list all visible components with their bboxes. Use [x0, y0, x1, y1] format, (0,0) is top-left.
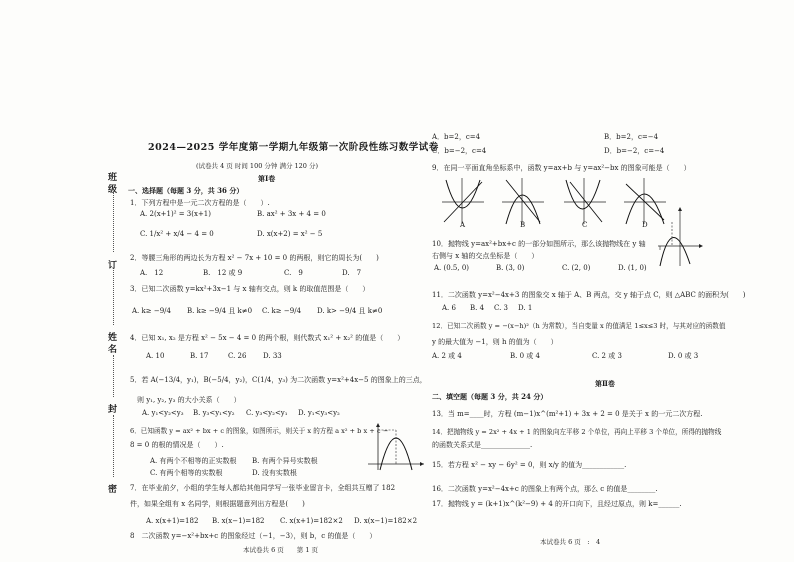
q11-option: B. 4: [470, 304, 485, 312]
q6-option: B. 有两个异号实数根: [252, 457, 318, 465]
section-heading: 二、填空题（每题 3 分，共 24 分）: [432, 392, 548, 401]
q9-label: C: [582, 221, 588, 229]
q9-graph-c: [564, 178, 606, 224]
question-10-cont: 右侧与 x 轴的交点坐标是（ ）: [432, 252, 539, 260]
q4-option: C. 26: [228, 352, 247, 360]
question-16: 16．二次函数 y=x²−4x+c 的图象上有两个点，那么 c 的值是________.: [432, 485, 658, 493]
q5-option: C. y₃<y₂<y₁: [246, 409, 288, 417]
q4-option: D. 33: [263, 352, 282, 360]
q1-option-c: C. 1/x² + x/4 − 4 = 0: [140, 230, 214, 238]
q3-option: D. k> −9/4 且 k≠0: [317, 307, 383, 315]
q8-option: C．b=−2，c=4: [432, 147, 487, 155]
q5-option: B. y₃<y₁<y₂: [193, 409, 235, 417]
binding-char: 名: [108, 345, 118, 355]
q6-parabola-graph: [366, 420, 428, 472]
question-17: 17．抛物线 y = (k+1)x^(k²−9) + 4 的开口向下，且经过原点，则 k=______.: [432, 500, 682, 508]
q10-parabola-graph: [656, 206, 706, 268]
q2-option: B. 12 或 9: [203, 269, 243, 277]
question-6-cont: 8 = 0 的根的情况是（ ）.: [130, 441, 224, 449]
question-5: 5．若 A(−13/4，y₁)，B(−5/4，y₂)，C(1/4，y₃) 为二次函数 y=x²+4x−5 的图象上的三点，: [130, 376, 427, 384]
question-14-cont: 的函数关系式是______________.: [432, 441, 533, 449]
question-6: 6．已知函数 y = ax² + bx + c 的图象，如图所示，则关于 x 的方程 a x² + b x + c −: [130, 427, 389, 435]
q3-option: B. k≥ −9/4 且 k≠0: [187, 307, 253, 315]
q2-option: A. 12: [140, 269, 164, 277]
question-12-cont: y 的最大值为 −1，则 h 的值为（ ）: [432, 338, 558, 346]
q7-option: A. x(x+1)=182: [146, 517, 199, 525]
binding-dotted-line: [113, 415, 116, 477]
q8-option: B．b=2，c=−4: [604, 133, 659, 141]
q1-option-d: D. x(x+2) = x² − 5: [257, 230, 323, 238]
page-subtitle: (试卷共 4 页 时间 100 分钟 满分 120 分): [196, 162, 319, 170]
q6-option: C. 有两个相等的实数根: [150, 469, 223, 477]
part-one-heading: 第Ⅰ卷: [258, 174, 276, 183]
q3-option: A. k≥ −9/4: [132, 307, 171, 315]
q3-option: C. k≥ −9/4: [262, 307, 302, 315]
q10-option: A. (0.5, 0): [434, 264, 470, 272]
q10-option: B. (3, 0): [496, 264, 525, 272]
question-5-cont: 则 y₁, y₂, y₃ 的大小关系（ ）: [137, 396, 241, 404]
q11-option: A. 6: [442, 304, 456, 312]
q5-option: D. y₁<y₃<y₂: [298, 409, 340, 417]
q4-option: A. 10: [146, 352, 165, 360]
question-11: 11．二次函数 y=x²−4x+3 的图象交 x 轴于 A、B 两点，交 y 轴于点 C，则 △ABC 的面积为( ): [432, 291, 746, 299]
binding-char: 级: [108, 185, 118, 195]
q9-label: B: [520, 221, 526, 229]
q6-option: A. 有两个不相等的正实数根: [150, 457, 237, 465]
binding-margin: [108, 170, 122, 510]
section-heading: 一、选择题（每题 3 分，共 36 分）: [128, 186, 244, 195]
question-12: 12．已知二次函数 y = −(x−h)²（h 为常数），当自变量 x 的值满足 1≤x≤3 时，与其对应的函数值: [432, 322, 726, 330]
question-9: 9．在同一平面直角坐标系中，函数 y=ax+b 与 y=ax²−bx 的图象可能是（ ）: [432, 164, 691, 172]
q12-option: D. 0 或 3: [668, 352, 699, 360]
q8-option: D．b=−2，c=−4: [604, 147, 665, 155]
binding-dotted-line: [113, 192, 116, 252]
binding-char: 封: [108, 405, 118, 415]
question-3: 3．已知二次函数 y=kx²+3x−1 与 x 轴有交点，则 k 的取值范围是（ ）: [130, 285, 370, 293]
binding-char: 密: [108, 485, 118, 495]
question-15: 15．若方程 x² − xy − 6y² = 0，则 x/y 的值为____________.: [432, 461, 627, 469]
question-10: 10．抛物线 y=ax²+bx+c 的一部分如图所示，那么该抛物线在 y 轴: [432, 240, 646, 248]
q7-option: C. x(x+1)=182×2: [280, 517, 343, 525]
q12-option: A. 2 或 4: [432, 352, 462, 360]
q12-option: B. 0 或 4: [510, 352, 540, 360]
q6-option: D. 没有实数根: [252, 469, 297, 477]
q5-option: A. y₁<y₂<y₃: [142, 409, 184, 417]
q12-option: C. 2 或 3: [592, 352, 622, 360]
q7-option: B. x(x−1)=182: [212, 517, 265, 525]
q9-graph-b: [502, 178, 544, 224]
q8-option: A．b=2，c=4: [432, 133, 481, 141]
q11-option: D. 1: [518, 304, 533, 312]
q2-option: D. 7: [342, 269, 362, 277]
page-footer: 本试卷共 6 页 第 1 页: [243, 546, 319, 554]
q10-option: D. (1, 0): [618, 264, 647, 272]
binding-char: 班: [108, 173, 118, 183]
question-4: 4．已知 x₁, x₂ 是方程 x² − 5x − 4 = 0 的两个根，则代数式 x₁² + x₂² 的值是（ ）: [130, 334, 405, 342]
question-7-cont: 件，如果全组有 x 名同学，则根据题意列出方程是( ): [130, 500, 305, 508]
q9-label: D: [642, 221, 648, 229]
question-13: 13．当 m=____时，方程 (m−1)x^(m²+1) + 3x + 2 = 0 是关于 x 的一元二次方程.: [432, 410, 703, 418]
q9-graph-a: [442, 178, 484, 224]
binding-dotted-line: [113, 270, 116, 325]
q1-option-b: B. ax² + 3x + 4 = 0: [257, 210, 326, 218]
q7-option: D. x(x−1)=182×2: [354, 517, 418, 525]
page-footer: 本试卷共 6 页 : 4: [540, 538, 601, 546]
q4-option: B. 17: [190, 352, 209, 360]
q9-label: A: [460, 221, 466, 229]
question-1: 1．下列方程中是一元二次方程的是（ ）.: [130, 199, 270, 207]
q10-option: C. (2, 0): [562, 264, 591, 272]
question-2: 2．等腰三角形的两边长为方程 x² − 7x + 10 = 0 的两根，则它的周长为( ): [130, 254, 379, 262]
question-8: 8 二次函数 y=−x²+bx+c 的图象经过（−1，−3），则 b，c 的值是（ ）: [130, 532, 377, 540]
question-14: 14．把抛物线 y = 2x² + 4x + 1 的图象向左平移 2 个单位，再向上平移 3 个单位，所得的抛物线: [432, 428, 722, 436]
q2-option: C. 9: [284, 269, 303, 277]
q1-option-a: A. 2(x+1)² = 3(x+1): [140, 210, 211, 218]
q9-graphs: [440, 176, 670, 228]
question-7: 7．在毕业前夕，小组的学生每人都给其他同学写一张毕业留言卡，全组共互赠了 182: [130, 484, 396, 492]
part-two-heading: 第Ⅱ卷: [595, 379, 615, 388]
page-title: 2024—2025 学年度第一学期九年级第一次阶段性练习数学试卷: [148, 142, 439, 153]
q11-option: C. 3: [494, 304, 509, 312]
binding-char: 姓: [108, 333, 118, 343]
binding-dotted-line: [113, 355, 116, 397]
binding-char: 订: [108, 261, 118, 271]
